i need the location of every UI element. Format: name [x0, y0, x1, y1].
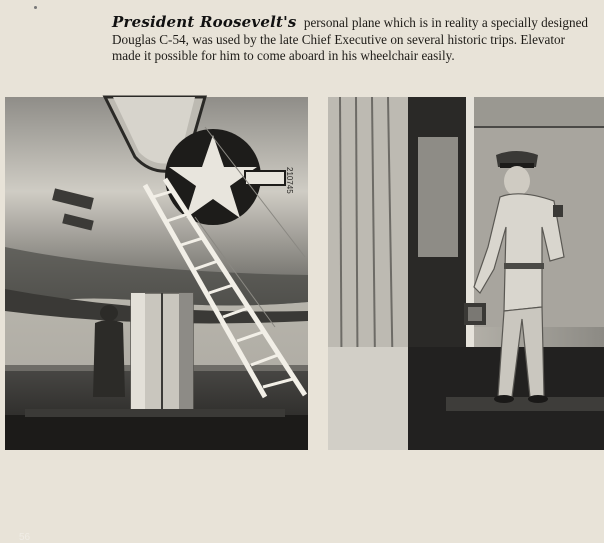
officer-photo-illustration: [328, 97, 604, 450]
officer-elevator-photo: [328, 97, 604, 450]
caption-body: personal plane which is in reality a specially designed Douglas C-54, was used by the late Chief Executive on several historic trips. Elevator made it possible for him to come aboard in his wheelchair easily.: [112, 15, 589, 63]
plane-photo-illustration: [5, 97, 308, 450]
page-number: 56: [19, 532, 31, 543]
plane-elevator-photo: [5, 97, 308, 543]
photo-caption: [112, 14, 592, 65]
print-speck: [34, 6, 37, 9]
caption-headline: President Roosevelt's: [112, 13, 297, 31]
tail-number-text: 210745: [285, 167, 294, 194]
